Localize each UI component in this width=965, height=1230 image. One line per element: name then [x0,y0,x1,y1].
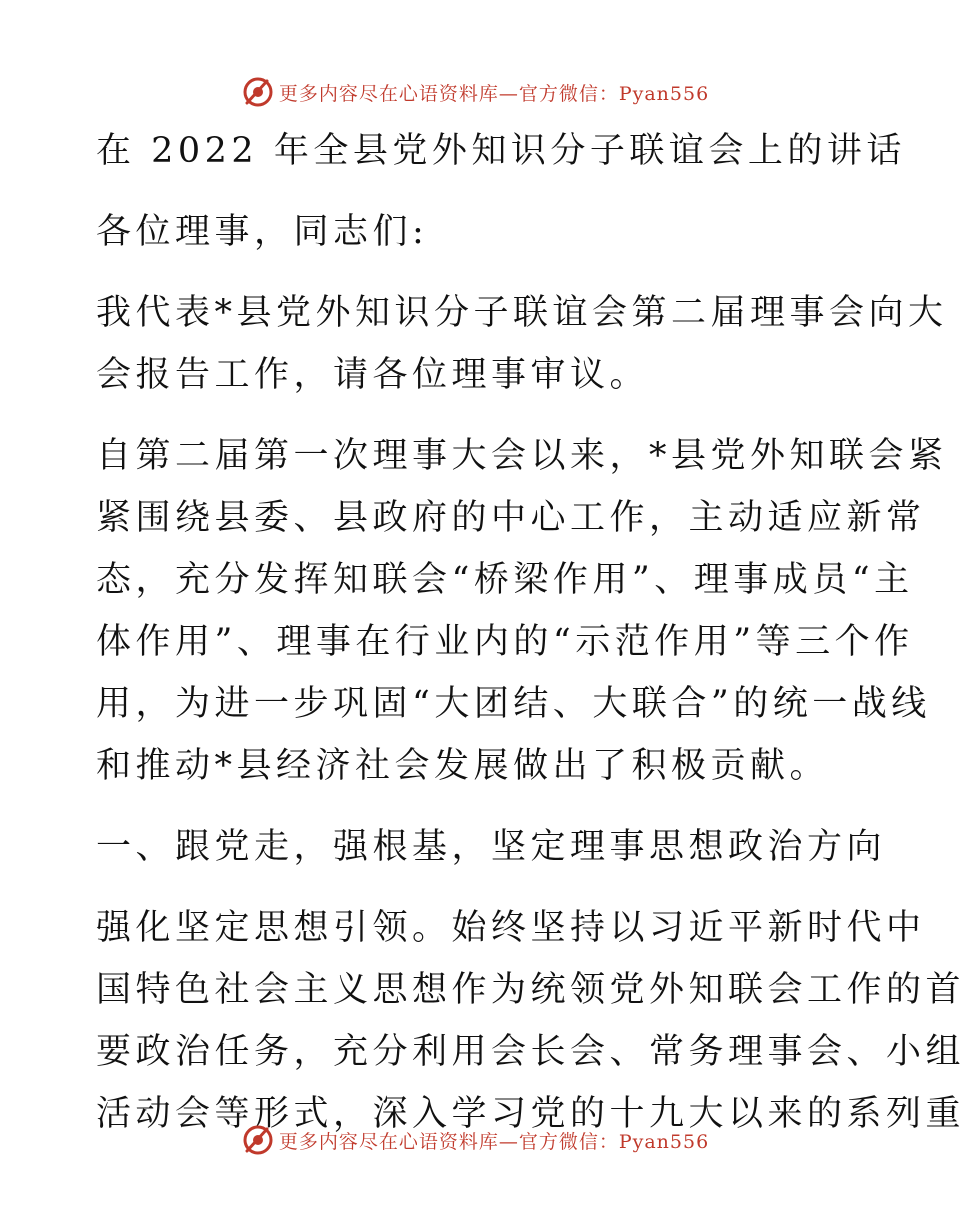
footer-watermark-text: 更多内容尽在心语资料库—官方微信：Pyan556 [278,1130,710,1153]
paragraph-line: 紧围绕县委、县政府的中心工作，主动适应新常 [96,498,926,538]
paragraph-line: 态，充分发挥知联会“桥梁作用”、理事成员“主 [96,560,914,600]
paragraph-line: 活动会等形式，深入学习党的十九大以来的系列重 [96,1094,965,1134]
header-watermark-banner [0,72,950,112]
paragraph-line: 体作用”、理事在行业内的“示范作用”等三个作 [96,622,914,662]
pen-logo-icon [241,1123,275,1157]
greeting: 各位理事，同志们: [96,212,429,252]
section-heading: 一、跟党走，强根基，坚定理事思想政治方向 [96,827,887,867]
footer-watermark-banner [0,1120,950,1160]
paragraph-line: 会报告工作，请各位理事审议。 [96,355,650,395]
paragraph-line: 用，为进一步巩固“大团结、大联合”的统一战线 [96,684,931,724]
paragraph-line: 我代表*县党外知识分子联谊会第二届理事会向大 [96,293,948,333]
document-title: 在 2022 年全县党外知识分子联谊会上的讲话 [96,131,906,171]
paragraph-line: 国特色社会主义思想作为统领党外知联会工作的首 [96,970,965,1010]
paragraph-line: 要政治任务，充分利用会长会、常务理事会、小组 [96,1032,965,1072]
document-body [96,120,965,1145]
paragraph-line: 自第二届第一次理事大会以来，*县党外知联会紧 [96,436,948,476]
pen-logo-icon [241,75,275,109]
header-watermark-text: 更多内容尽在心语资料库—官方微信：Pyan556 [278,82,710,105]
paragraph-line: 强化坚定思想引领。始终坚持以习近平新时代中 [96,908,926,948]
paragraph-line: 和推动*县经济社会发展做出了积极贡献。 [96,746,830,786]
